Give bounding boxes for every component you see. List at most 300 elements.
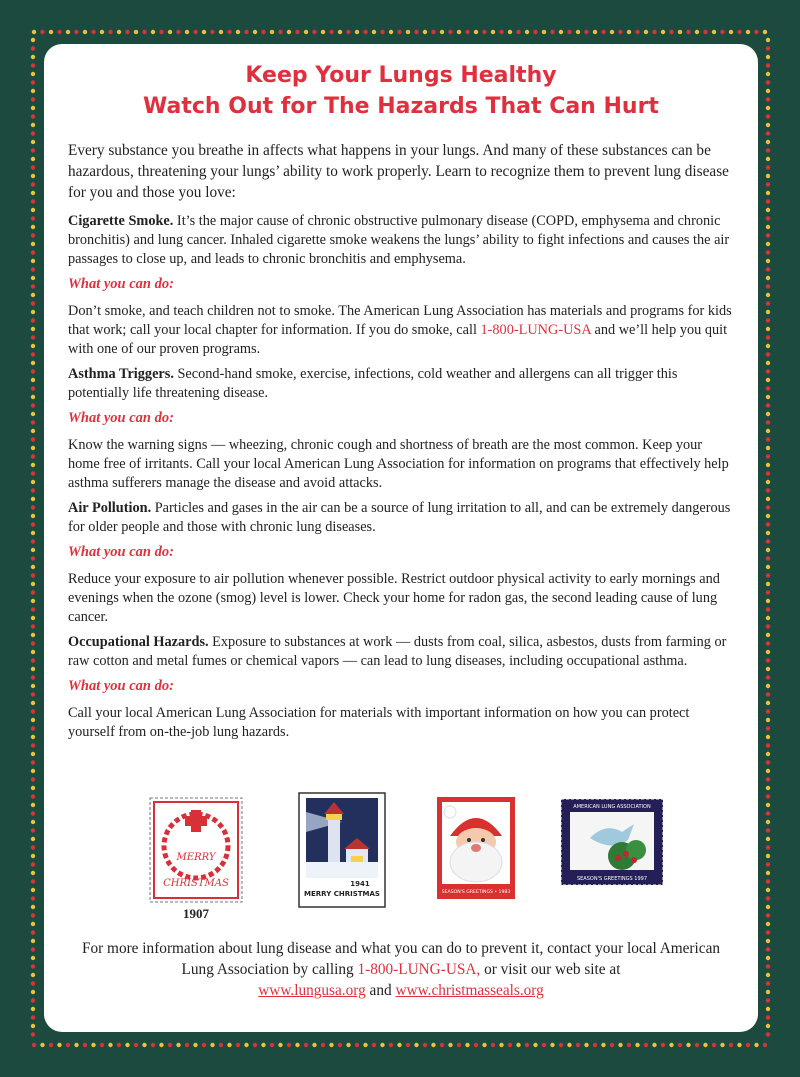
- border-dot: [766, 463, 770, 467]
- intro-paragraph: Every substance you breathe in affects what happens in your lungs. And many of these substances can be hazardous, threatening your lungs’ ability to work properly. Learn to recognize them to prevent lung disease for you and those you love:: [68, 142, 729, 201]
- border-dot: [355, 1043, 359, 1047]
- border-dot: [31, 565, 35, 569]
- border-dot: [31, 318, 35, 322]
- border-dot: [766, 123, 770, 127]
- border-dot: [720, 30, 724, 34]
- border-dot: [49, 30, 53, 34]
- border-dot: [766, 310, 770, 314]
- seal-1907-caption: 1907: [183, 906, 209, 921]
- border-dot: [482, 30, 486, 34]
- section-body: Second-hand smoke, exercise, infections, cold weather and allergens can all trigger this potentially life threatening disease.: [68, 366, 678, 401]
- border-dot: [766, 718, 770, 722]
- border-dot: [31, 769, 35, 773]
- border-dot: [31, 327, 35, 331]
- border-dot: [766, 514, 770, 518]
- border-dot: [31, 1032, 35, 1036]
- border-dot: [389, 1043, 393, 1047]
- border-dot: [57, 1043, 61, 1047]
- border-dot: [31, 216, 35, 220]
- seal-1983-text: SEASON'S GREETINGS • 1983: [441, 890, 511, 895]
- border-dot: [329, 1043, 333, 1047]
- border-dot: [236, 1043, 240, 1047]
- section-title: Asthma Triggers.: [68, 366, 174, 382]
- border-dot: [346, 1043, 350, 1047]
- border-dot: [423, 30, 427, 34]
- border-dot: [31, 471, 35, 475]
- border-dot: [601, 1043, 605, 1047]
- border-dot: [31, 1015, 35, 1019]
- border-dot: [31, 641, 35, 645]
- border-dot: [414, 1043, 418, 1047]
- border-dot: [766, 165, 770, 169]
- border-dot: [533, 1043, 537, 1047]
- border-dot: [31, 990, 35, 994]
- border-dot: [31, 998, 35, 1002]
- border-dot: [31, 582, 35, 586]
- border-dot: [270, 30, 274, 34]
- border-dot: [729, 30, 733, 34]
- border-dot: [40, 1043, 44, 1047]
- border-dot: [176, 30, 180, 34]
- border-dot: [766, 284, 770, 288]
- border-dot: [397, 1043, 401, 1047]
- border-dot: [766, 845, 770, 849]
- border-dot: [83, 1043, 87, 1047]
- border-dot: [287, 30, 291, 34]
- border-dot: [766, 80, 770, 84]
- border-dot: [210, 30, 214, 34]
- border-dot: [766, 752, 770, 756]
- border-dot: [766, 522, 770, 526]
- border-dot: [31, 335, 35, 339]
- border-dot: [31, 259, 35, 263]
- border-dot: [766, 820, 770, 824]
- border-dot: [499, 30, 503, 34]
- border-dot: [766, 998, 770, 1002]
- border-dot: [227, 1043, 231, 1047]
- border-dot: [766, 216, 770, 220]
- border-dot: [31, 633, 35, 637]
- border-dot: [766, 97, 770, 101]
- what-you-can-do-label: What you can do:: [68, 678, 174, 694]
- border-dot: [31, 522, 35, 526]
- border-dot: [100, 1043, 104, 1047]
- border-dot: [31, 548, 35, 552]
- border-dot: [31, 38, 35, 42]
- border-dot: [31, 174, 35, 178]
- border-dot: [499, 1043, 503, 1047]
- border-dot: [31, 675, 35, 679]
- border-dot: [610, 1043, 614, 1047]
- border-dot: [766, 905, 770, 909]
- border-dot: [766, 480, 770, 484]
- border-dot: [270, 1043, 274, 1047]
- border-dot: [31, 624, 35, 628]
- border-dot: [380, 1043, 384, 1047]
- section-cigarette-smoke: [68, 212, 734, 269]
- border-dot: [32, 1043, 36, 1047]
- border-dot: [766, 352, 770, 356]
- border-dot: [31, 429, 35, 433]
- seal-1997-bottom-text: SEASON'S GREETINGS 1997: [576, 876, 648, 882]
- border-dot: [372, 1043, 376, 1047]
- border-dot: [766, 939, 770, 943]
- border-dot: [31, 667, 35, 671]
- footer-text-mid: or visit our web site at: [480, 961, 621, 978]
- footer-url-lungusa[interactable]: www.lungusa.org: [258, 982, 366, 999]
- border-dot: [40, 30, 44, 34]
- border-dot: [31, 148, 35, 152]
- border-dot: [448, 30, 452, 34]
- border-dot: [457, 30, 461, 34]
- border-dot: [31, 862, 35, 866]
- border-dot: [766, 488, 770, 492]
- action-asthma-triggers: Know the warning signs — wheezing, chronic cough and shortness of breath are the most common. Keep your home free of irritants. Call your local American Lung Association for information on programs that effectively help asthma sufferers manage the disease and avoid attacks.: [68, 437, 729, 491]
- border-dot: [31, 505, 35, 509]
- border-dot: [766, 1032, 770, 1036]
- border-dot: [766, 871, 770, 875]
- border-dot: [559, 30, 563, 34]
- border-dot: [261, 30, 265, 34]
- footer-phone-link[interactable]: 1-800-LUNG-USA,: [357, 961, 481, 978]
- border-dot: [766, 344, 770, 348]
- border-dot: [193, 30, 197, 34]
- border-dot: [31, 752, 35, 756]
- border-dot: [678, 30, 682, 34]
- border-dot: [766, 386, 770, 390]
- border-dot: [766, 106, 770, 110]
- border-dot: [627, 1043, 631, 1047]
- footer-url-christmasseals[interactable]: www.christmasseals.org: [395, 982, 544, 999]
- border-dot: [766, 46, 770, 50]
- border-dot: [766, 743, 770, 747]
- footer-contact: [68, 938, 734, 1001]
- title-line-2: Watch Out for The Hazards That Can Hurt: [143, 94, 659, 119]
- border-dot: [766, 182, 770, 186]
- border-dot: [108, 30, 112, 34]
- border-dot: [253, 1043, 257, 1047]
- border-dot: [737, 1043, 741, 1047]
- border-dot: [766, 794, 770, 798]
- border-dot: [766, 361, 770, 365]
- seal-1983-image: [436, 796, 516, 900]
- border-dot: [57, 30, 61, 34]
- border-dot: [31, 913, 35, 917]
- border-dot: [533, 30, 537, 34]
- border-dot: [31, 131, 35, 135]
- border-dot: [31, 820, 35, 824]
- border-dot: [766, 650, 770, 654]
- border-dot: [766, 590, 770, 594]
- border-dot: [31, 956, 35, 960]
- border-dot: [457, 1043, 461, 1047]
- border-dot: [610, 30, 614, 34]
- border-dot: [766, 1015, 770, 1019]
- border-dot: [31, 123, 35, 127]
- border-dot: [737, 30, 741, 34]
- section-title: Air Pollution.: [68, 500, 152, 516]
- border-dot: [31, 140, 35, 144]
- border-dot: [31, 386, 35, 390]
- section-occupational-hazards: [68, 633, 734, 671]
- border-dot: [550, 30, 554, 34]
- what-you-can-do-label: What you can do:: [68, 276, 174, 292]
- border-dot: [31, 760, 35, 764]
- border-dot: [766, 582, 770, 586]
- border-dot: [766, 913, 770, 917]
- border-dot: [766, 242, 770, 246]
- border-dot: [593, 30, 597, 34]
- border-dot: [746, 1043, 750, 1047]
- border-dot: [508, 1043, 512, 1047]
- border-dot: [766, 565, 770, 569]
- border-dot: [766, 803, 770, 807]
- border-dot: [31, 242, 35, 246]
- border-dot: [766, 930, 770, 934]
- seal-1941-year: 1941: [350, 880, 370, 888]
- border-dot: [31, 939, 35, 943]
- border-dot: [703, 30, 707, 34]
- border-dot: [91, 30, 95, 34]
- border-dot: [151, 1043, 155, 1047]
- border-dot: [686, 1043, 690, 1047]
- border-dot: [31, 225, 35, 229]
- border-dot: [304, 1043, 308, 1047]
- border-dot: [31, 310, 35, 314]
- border-dot: [766, 437, 770, 441]
- section-body: Particles and gases in the air can be a source of lung irritation to all, and can be extremely dangerous for older people and those with chronic lung diseases.: [68, 500, 731, 535]
- border-dot: [31, 718, 35, 722]
- border-dot: [278, 30, 282, 34]
- border-dot: [32, 30, 36, 34]
- seal-1941-text: MERRY CHRISTMAS: [304, 890, 380, 898]
- page-title: [68, 60, 734, 122]
- border-dot: [31, 369, 35, 373]
- border-dot: [31, 463, 35, 467]
- border-dot: [766, 225, 770, 229]
- border-dot: [31, 46, 35, 50]
- border-dot: [31, 777, 35, 781]
- border-dot: [389, 30, 393, 34]
- border-dot: [766, 641, 770, 645]
- border-dot: [363, 1043, 367, 1047]
- action-occupational-hazards: Call your local American Lung Association for materials with important information on how you can protect yourself from on-the-job lung hazards.: [68, 705, 690, 740]
- border-dot: [380, 30, 384, 34]
- border-dot: [312, 30, 316, 34]
- border-dot: [766, 114, 770, 118]
- border-dot: [31, 454, 35, 458]
- footer-text: For more information about lung disease and what you can do to prevent it, contact your local American Lung Association by calling: [81, 940, 721, 978]
- border-dot: [31, 973, 35, 977]
- border-dot: [91, 1043, 95, 1047]
- section-body: Exposure to substances at work — dusts from coal, silica, asbestos, dusts from farming or raw cotton and metal fumes or chemical vapors — can lead to lung diseases, including occupational asthma.: [68, 634, 727, 669]
- border-dot: [766, 140, 770, 144]
- border-dot: [31, 420, 35, 424]
- border-dot: [31, 888, 35, 892]
- border-dot: [202, 1043, 206, 1047]
- border-dot: [766, 1024, 770, 1028]
- border-dot: [766, 624, 770, 628]
- border-dot: [142, 30, 146, 34]
- border-dot: [766, 556, 770, 560]
- border-dot: [766, 318, 770, 322]
- border-dot: [31, 293, 35, 297]
- border-dot: [766, 454, 770, 458]
- border-dot: [253, 30, 257, 34]
- border-dot: [31, 412, 35, 416]
- border-dot: [117, 30, 121, 34]
- border-dot: [766, 378, 770, 382]
- border-dot: [31, 964, 35, 968]
- title-line-1: Keep Your Lungs Healthy: [245, 63, 557, 88]
- border-dot: [766, 267, 770, 271]
- section-air-pollution: [68, 499, 734, 537]
- border-dot: [593, 1043, 597, 1047]
- border-dot: [31, 879, 35, 883]
- phone-number-link[interactable]: 1-800-LUNG-USA: [480, 322, 591, 338]
- border-dot: [766, 505, 770, 509]
- border-dot: [766, 191, 770, 195]
- border-dot: [66, 1043, 70, 1047]
- border-dot: [355, 30, 359, 34]
- border-dot: [31, 854, 35, 858]
- border-dot: [669, 30, 673, 34]
- border-dot: [766, 760, 770, 764]
- border-dot: [431, 1043, 435, 1047]
- border-dot: [766, 573, 770, 577]
- border-dot: [766, 777, 770, 781]
- border-dot: [542, 30, 546, 34]
- border-dot: [83, 30, 87, 34]
- border-dot: [31, 871, 35, 875]
- border-dot: [414, 30, 418, 34]
- border-dot: [321, 30, 325, 34]
- border-dot: [31, 55, 35, 59]
- border-dot: [31, 395, 35, 399]
- border-dot: [66, 30, 70, 34]
- border-dot: [474, 30, 478, 34]
- border-dot: [766, 293, 770, 297]
- border-dot: [766, 981, 770, 985]
- border-dot: [525, 1043, 529, 1047]
- border-dot: [766, 335, 770, 339]
- border-dot: [766, 973, 770, 977]
- border-dot: [766, 658, 770, 662]
- border-dot: [766, 769, 770, 773]
- border-dot: [31, 531, 35, 535]
- border-dot: [219, 30, 223, 34]
- border-dot: [31, 437, 35, 441]
- border-dot: [31, 573, 35, 577]
- border-dot: [766, 497, 770, 501]
- border-dot: [168, 1043, 172, 1047]
- border-dot: [31, 811, 35, 815]
- border-dot: [31, 157, 35, 161]
- border-dot: [766, 837, 770, 841]
- border-dot: [31, 72, 35, 76]
- border-dot: [397, 30, 401, 34]
- border-dot: [31, 361, 35, 365]
- what-you-can-do-label: What you can do:: [68, 544, 174, 560]
- border-dot: [576, 1043, 580, 1047]
- border-dot: [618, 1043, 622, 1047]
- border-dot: [31, 446, 35, 450]
- border-dot: [766, 148, 770, 152]
- border-dot: [766, 250, 770, 254]
- border-dot: [31, 250, 35, 254]
- border-dot: [31, 701, 35, 705]
- border-dot: [766, 174, 770, 178]
- action-text: Don’t smoke, and teach children not to smoke. The American Lung Association has materials and programs for kids that work; call your local chapter for information. If you do smoke, call: [68, 303, 732, 338]
- border-dot: [491, 1043, 495, 1047]
- border-dot: [644, 1043, 648, 1047]
- border-dot: [766, 412, 770, 416]
- border-dot: [31, 930, 35, 934]
- border-dot: [601, 30, 605, 34]
- section-title: Cigarette Smoke.: [68, 213, 174, 229]
- border-dot: [661, 30, 665, 34]
- border-dot: [686, 30, 690, 34]
- border-dot: [31, 905, 35, 909]
- border-dot: [312, 1043, 316, 1047]
- border-dot: [423, 1043, 427, 1047]
- border-dot: [766, 1007, 770, 1011]
- border-dot: [766, 684, 770, 688]
- border-dot: [766, 854, 770, 858]
- border-dot: [31, 80, 35, 84]
- border-dot: [525, 30, 529, 34]
- border-dot: [729, 1043, 733, 1047]
- border-dot: [766, 990, 770, 994]
- border-dot: [219, 1043, 223, 1047]
- border-dot: [31, 276, 35, 280]
- border-dot: [720, 1043, 724, 1047]
- border-dot: [559, 1043, 563, 1047]
- border-dot: [542, 1043, 546, 1047]
- border-dot: [287, 1043, 291, 1047]
- border-dot: [635, 1043, 639, 1047]
- border-dot: [766, 157, 770, 161]
- border-dot: [703, 1043, 707, 1047]
- border-dot: [125, 30, 129, 34]
- border-dot: [31, 114, 35, 118]
- border-dot: [31, 106, 35, 110]
- border-dot: [766, 233, 770, 237]
- border-dot: [210, 1043, 214, 1047]
- border-dot: [766, 369, 770, 373]
- action-cigarette-smoke: [68, 302, 734, 359]
- border-dot: [440, 1043, 444, 1047]
- what-you-can-do-label: What you can do:: [68, 410, 174, 426]
- border-dot: [31, 497, 35, 501]
- border-dot: [766, 276, 770, 280]
- border-dot: [550, 1043, 554, 1047]
- border-dot: [227, 30, 231, 34]
- border-dot: [31, 794, 35, 798]
- border-dot: [652, 30, 656, 34]
- border-dot: [406, 30, 410, 34]
- border-dot: [261, 1043, 265, 1047]
- border-dot: [766, 862, 770, 866]
- border-dot: [406, 1043, 410, 1047]
- border-dot: [31, 344, 35, 348]
- border-dot: [31, 1007, 35, 1011]
- border-dot: [31, 514, 35, 518]
- border-dot: [652, 1043, 656, 1047]
- border-dot: [627, 30, 631, 34]
- border-dot: [669, 1043, 673, 1047]
- border-dot: [346, 30, 350, 34]
